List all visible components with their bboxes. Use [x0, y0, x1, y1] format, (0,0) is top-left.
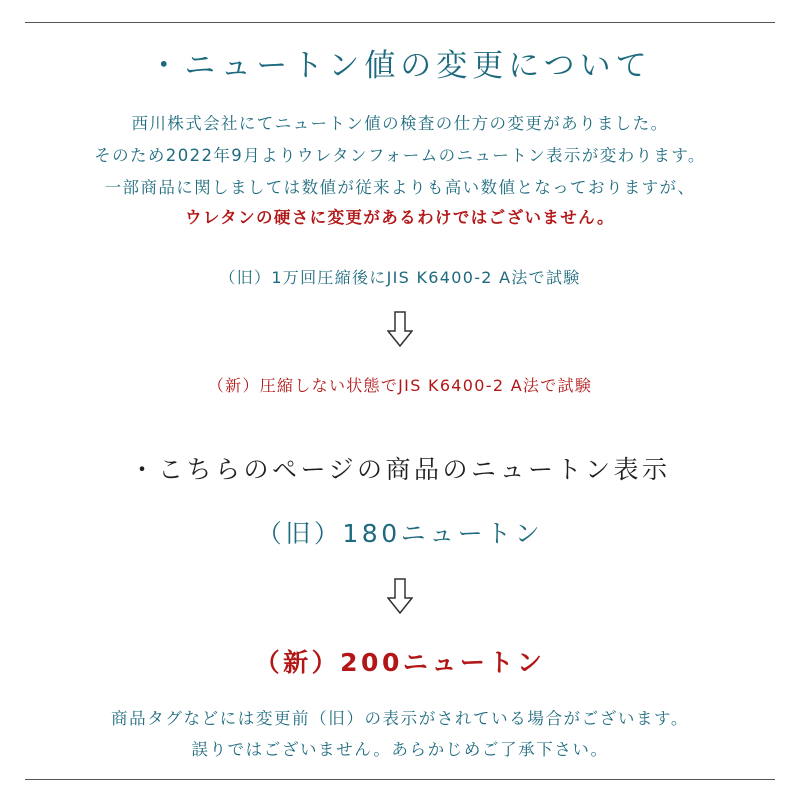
new-newton-value: （新）200ニュートン: [254, 648, 546, 677]
footer-note-2: 誤りではございません。あらかじめご了承下さい。: [191, 740, 609, 759]
old-newton-value: （旧）180ニュートン: [256, 519, 544, 548]
heading-newton-change: ・ニュートン値の変更について: [148, 48, 652, 84]
down-arrow-icon: [387, 578, 413, 614]
top-divider: [25, 22, 775, 23]
notice-line-3: 一部商品に関しましては数値が従来よりも高い数値となっておりますが、: [104, 178, 696, 197]
old-test-method: （旧）1万回圧縮後にJIS K6400-2 A法で試験: [219, 268, 581, 287]
new-test-method: （新）圧縮しない状態でJIS K6400-2 A法で試験: [207, 376, 593, 395]
down-arrow-icon: [387, 311, 413, 347]
footer-note-1: 商品タグなどには変更前（旧）の表示がされている場合がございます。: [111, 709, 689, 728]
notice-line-2: そのため2022年9月よりウレタンフォームのニュートン表示が変わります。: [94, 146, 706, 165]
heading-product-newton: ・こちらのページの商品のニュートン表示: [129, 455, 671, 484]
notice-line-1: 西川株式会社にてニュートン値の検査の仕方の変更がありました。: [131, 114, 669, 133]
bottom-divider: [25, 779, 775, 780]
notice-emphasis: ウレタンの硬さに変更があるわけではございません。: [185, 208, 615, 227]
